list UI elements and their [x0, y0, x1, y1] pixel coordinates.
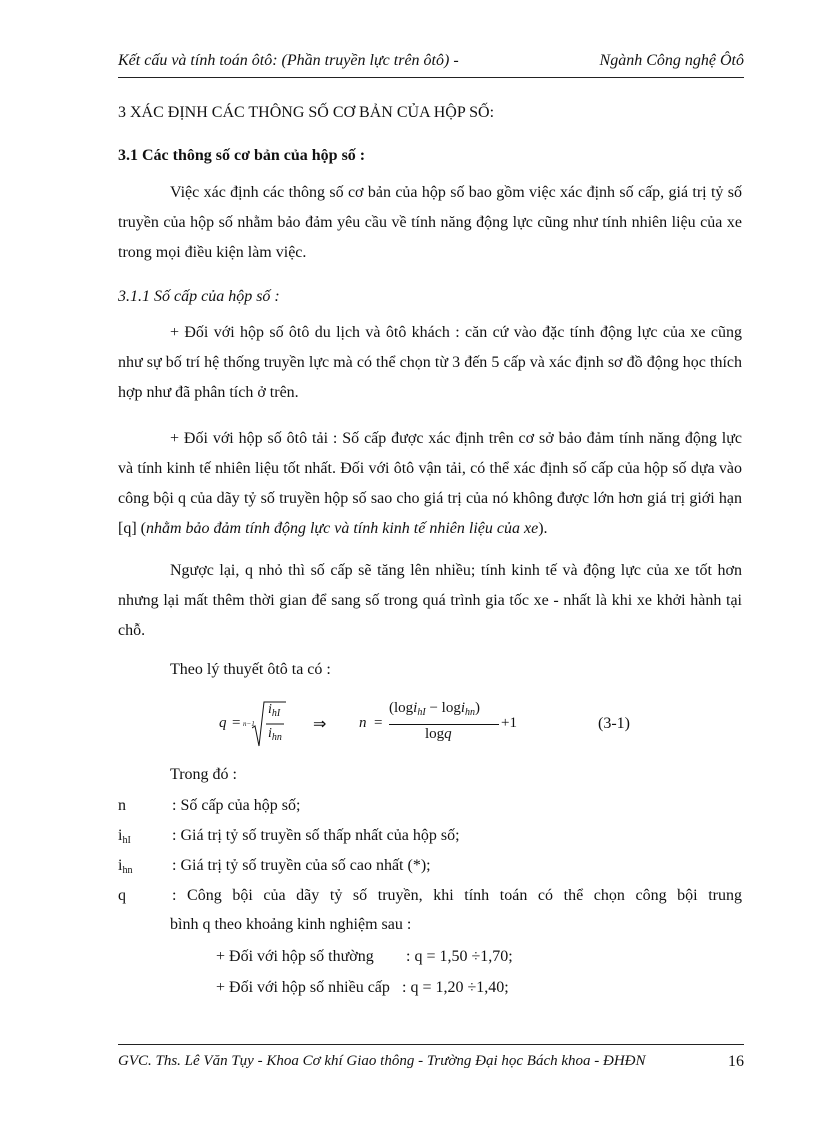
paragraph-truck: [118, 424, 742, 544]
def-text: : Công bội của dãy tỷ số truyền, khi tính toán có thể chọn công bội trung: [172, 887, 742, 904]
subsection-title: 3.1 Các thông số cơ bản của hộp số :: [118, 147, 366, 164]
q-continue: bình q theo khoảng kinh nghiệm sau :: [170, 916, 412, 933]
section-title: 3 XÁC ĐỊNH CÁC THÔNG SỐ CƠ BẢN CỦA HỘP SỐ:: [118, 104, 495, 121]
where-label: Trong đó :: [170, 766, 237, 783]
formula-den-i: $i_{hn}$: [268, 726, 282, 743]
formula-q: q: [219, 715, 227, 731]
page-footer: [118, 1053, 744, 1070]
page-number: 16: [728, 1053, 744, 1070]
formula-root-index: n−1: [243, 720, 255, 728]
footer-rule: [118, 1044, 744, 1045]
subsubsection-title: 3.1.1 Số cấp của hộp số :: [118, 288, 280, 305]
header-left: Kết cấu và tính toán ôtô: (Phần truyền lực trên ôtô) -: [118, 52, 459, 69]
def-text: : Giá trị tỷ số truyền của số cao nhất (*);: [172, 857, 431, 874]
def-symbol: $i_{hI}$: [118, 827, 131, 846]
footer-text: GVC. Ths. Lê Văn Tụy - Khoa Cơ khí Giao thông - Trường Đại học Bách khoa - ĐHĐN: [118, 1053, 646, 1069]
paragraph-conversely: Ngược lại, q nhỏ thì số cấp sẽ tăng lên nhiều; tính kinh tế và động lực của xe tốt hơn nhưng lại mất thêm thời gian để sang số trong quá trình gia tốc xe - nhất là khi xe khởi hành tại chỗ.: [118, 562, 742, 639]
def-symbol: q: [118, 887, 126, 904]
fraction-bar: [389, 724, 499, 725]
def-symbol: $i_{hn}$: [118, 857, 133, 876]
formula-numerator: (logi$_{hI}$ − logi$_{hn}$): [389, 700, 480, 718]
truck-end: ).: [538, 520, 548, 537]
formula-plus-one: +1: [501, 715, 517, 731]
formula-denominator: logq: [425, 726, 452, 742]
def-text: : Giá trị tỷ số truyền số thấp nhất của hộp số;: [172, 827, 460, 844]
truck-text: + Đối với hộp số ôtô tải : Số cấp được xác định trên cơ sở bảo đảm tính năng động lực và tính kinh tế nhiên liệu tốt nhất. Đối với ôtô vận tải, có thể xác định số cấp của hộp số dựa vào công bội q của dãy tỷ số truyền hộp số sao cho giá trị của nó không được lớn hơn giá trị giới hạn [q] (: [118, 430, 742, 537]
header-rule: [118, 77, 744, 78]
bullet-label: + Đối với hộp số thường: [216, 948, 374, 965]
bullet-label: + Đối với hộp số nhiều cấp: [216, 979, 390, 996]
implies-arrow: ⇒: [313, 716, 327, 733]
page-header: [118, 52, 744, 74]
formula-eq-2: =: [374, 715, 383, 731]
paragraph-passenger: + Đối với hộp số ôtô du lịch và ôtô khách : căn cứ vào đặc tính động lực của xe cũng như sự bố trí hệ thống truyền lực mà có thể chọn từ 3 đến 5 cấp và xác định sơ đồ động học thích hợp như đã phân tích ở trên.: [118, 324, 742, 401]
header-right: Ngành Công nghệ Ôtô: [599, 52, 744, 69]
def-symbol: n: [118, 797, 126, 814]
def-text: : Số cấp của hộp số;: [172, 797, 301, 814]
formula-num-i: $i_{hI}$: [268, 702, 281, 719]
truck-italic: nhằm bảo đảm tính động lực và tính kinh tế nhiên liệu của xe: [145, 520, 539, 537]
paragraph-intro: Việc xác định các thông số cơ bản của hộp số bao gồm việc xác định số cấp, giá trị tỷ số truyền của hộp số nhằm bảo đảm yêu cầu về tính năng động lực cũng như tính nhiên liệu của xe trong mọi điều kiện làm việc.: [118, 184, 742, 261]
formula-eq-1: =: [232, 715, 241, 731]
formula-3-1: [0, 700, 816, 752]
bullet-value: : q = 1,50 ÷1,70;: [406, 948, 513, 965]
theory-line: Theo lý thuyết ôtô ta có :: [170, 661, 331, 678]
formula-n: n: [359, 715, 367, 731]
bullet-value: : q = 1,20 ÷1,40;: [402, 979, 509, 996]
equation-number: (3-1): [598, 715, 630, 732]
